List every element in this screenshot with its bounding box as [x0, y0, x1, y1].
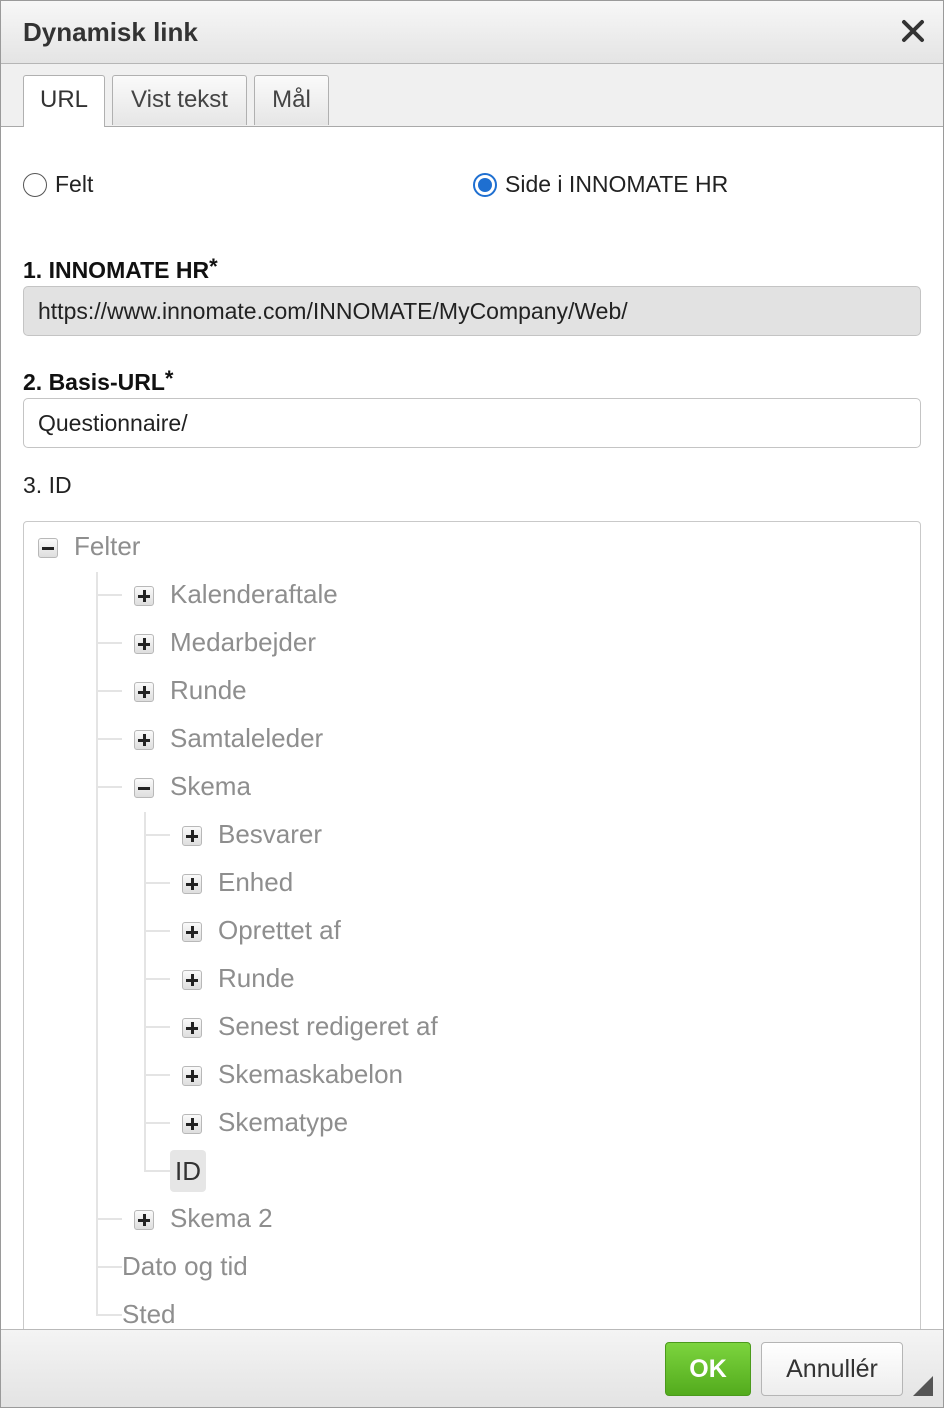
id-label: 3. ID: [23, 472, 72, 498]
dialog-title: Dynamisk link: [23, 17, 198, 47]
close-icon[interactable]: [897, 15, 929, 47]
tree-guide: [144, 812, 146, 1172]
tree-node-skemaskabelon[interactable]: Skemaskabelon: [218, 1059, 403, 1089]
radio-felt-option[interactable]: [23, 171, 93, 198]
expand-icon[interactable]: [182, 826, 202, 846]
radio-side-option[interactable]: [473, 171, 728, 198]
tab-url[interactable]: URL: [23, 75, 105, 127]
expand-icon[interactable]: [134, 1210, 154, 1230]
tree-node-skema-2[interactable]: Skema 2: [170, 1203, 273, 1233]
tree-node-felter[interactable]: Felter: [74, 531, 141, 561]
tree-node-senest-redigeret-af[interactable]: Senest redigeret af: [218, 1011, 438, 1041]
tree-node-medarbejder[interactable]: Medarbejder: [170, 627, 316, 657]
tree-node-kalenderaftale[interactable]: Kalenderaftale: [170, 579, 338, 609]
basis-url-input[interactable]: Questionnaire/: [23, 398, 921, 448]
tab-maal[interactable]: Mål: [254, 75, 329, 125]
expand-icon[interactable]: [182, 1066, 202, 1086]
expand-icon[interactable]: [182, 1114, 202, 1134]
tree-guide: [96, 572, 98, 1314]
radio-felt[interactable]: [23, 173, 47, 197]
collapse-icon[interactable]: [134, 778, 154, 798]
expand-icon[interactable]: [182, 874, 202, 894]
tree-node-skema[interactable]: Skema: [170, 771, 251, 801]
tab-bar: [1, 64, 943, 127]
collapse-icon[interactable]: [38, 538, 58, 558]
tree-node-skematype[interactable]: Skematype: [218, 1107, 349, 1137]
expand-icon[interactable]: [134, 682, 154, 702]
expand-icon[interactable]: [182, 1018, 202, 1038]
radio-side[interactable]: [473, 173, 497, 197]
basis-url-label: 2. Basis-URL*: [23, 366, 174, 395]
tree-node-sted[interactable]: Sted: [122, 1299, 176, 1329]
tree-node-id-selected[interactable]: ID: [170, 1150, 206, 1192]
radio-felt-label: Felt: [55, 171, 94, 197]
dialog-footer: [1, 1329, 943, 1408]
dialog-titlebar: [1, 1, 943, 64]
resize-grip-icon[interactable]: [913, 1376, 933, 1396]
expand-icon[interactable]: [134, 634, 154, 654]
tree-node-dato-og-tid[interactable]: Dato og tid: [122, 1251, 248, 1281]
innomate-label: 1. INNOMATE HR*: [23, 254, 218, 283]
tree-node-runde[interactable]: Runde: [170, 675, 247, 705]
innomate-url-field: https://www.innomate.com/INNOMATE/MyCompany/Web/: [23, 286, 921, 336]
tree-node-enhed[interactable]: Enhed: [218, 867, 294, 897]
expand-icon[interactable]: [182, 970, 202, 990]
required-marker: *: [209, 254, 218, 279]
expand-icon[interactable]: [134, 586, 154, 606]
required-marker: *: [164, 366, 174, 391]
cancel-button[interactable]: Annullér: [761, 1342, 903, 1396]
tree-node-runde-2[interactable]: Runde: [218, 963, 295, 993]
field-tree[interactable]: [23, 521, 921, 1341]
ok-button[interactable]: OK: [665, 1342, 751, 1396]
expand-icon[interactable]: [134, 730, 154, 750]
tree-node-samtaleleder[interactable]: Samtaleleder: [170, 723, 324, 753]
radio-side-label: Side i INNOMATE HR: [505, 171, 729, 197]
expand-icon[interactable]: [182, 922, 202, 942]
tree-node-oprettet-af[interactable]: Oprettet af: [218, 915, 341, 945]
tab-vist-tekst[interactable]: Vist tekst: [112, 75, 247, 125]
tree-node-besvarer[interactable]: Besvarer: [218, 819, 323, 849]
